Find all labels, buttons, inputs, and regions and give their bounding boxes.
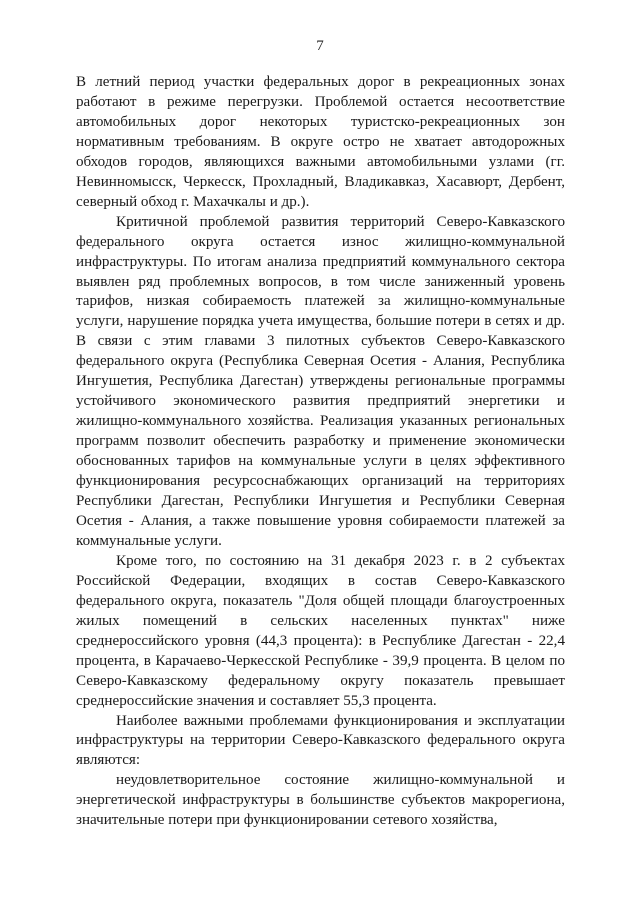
page-number: 7	[316, 38, 324, 54]
document-body	[76, 73, 565, 831]
paragraph-living-area-indicator: Кроме того, по состоянию на 31 декабря 2023 г. в 2 субъектах Российской Федерации, входящих в состав Северо-Кавказского федерального округа, показатель "Доля общей площади благоустроенных жилых помещений в сельских населенных пунктах" ниже среднероссийского уровня (44,3 процента): в Республике Дагестан - 22,4 процента, в Карачаево-Черкесской Республике - 39,9 процента. В целом по Северо-Кавказскому федеральному округу показатель превышает среднероссийские значения и составляет 55,3 процента.	[76, 552, 565, 709]
paragraph-road-overload: В летний период участки федеральных дорог в рекреационных зонах работают в режиме перегрузки. Проблемой остается несоответствие автомобильных дорог некоторых туристско-рекреационных зон нормативным требованиям. В округе остро не хватает автодорожных обходов городов, являющихся важными автомобильными узлами (гг. Невинномысск, Черкесск, Прохладный, Владикавказ, Хасавюрт, Дербент, северный обход г. Махачкалы и др.).	[76, 74, 565, 210]
paragraph-main-problems-intro: Наиболее важными проблемами функционирования и эксплуатации инфраструктуры на территории Северо-Кавказского федерального округа являются:	[76, 712, 565, 769]
paragraph-problem-list-item: неудовлетворительное состояние жилищно-коммунальной и энергетической инфраструктуры в большинстве субъектов макрорегиона, значительные потери при функционировании сетевого хозяйства,	[76, 772, 565, 829]
paragraph-housing-infrastructure: Критичной проблемой развития территорий Северо-Кавказского федерального округа остается износ жилищно-коммунальной инфраструктуры. По итогам анализа предприятий коммунального сектора выявлен ряд проблемных вопросов, в том числе заниженный уровень тарифов, низкая собираемость платежей за жилищно-коммунальные услуги, нарушение порядка учета имущества, большие потери в сетях и др. В связи с этим главами 3 пилотных субъектов Северо-Кавказского федерального округа (Республика Северная Осетия - Алания, Республика Ингушетия, Республика Дагестан) утверждены региональные программы устойчивого экономического развития предприятий энергетики и жилищно-коммунального хозяйства. Реализация указанных региональных программ позволит обеспечить разработку и применение экономически обоснованных тарифов на коммунальные услуги в целях эффективного функционирования ресурсоснабжающих организаций на территориях Республики Дагестан, Республики Ингушетия и Республики Северная Осетия - Алания, а также повышение уровня собираемости платежей за коммунальные услуги.	[76, 213, 565, 549]
